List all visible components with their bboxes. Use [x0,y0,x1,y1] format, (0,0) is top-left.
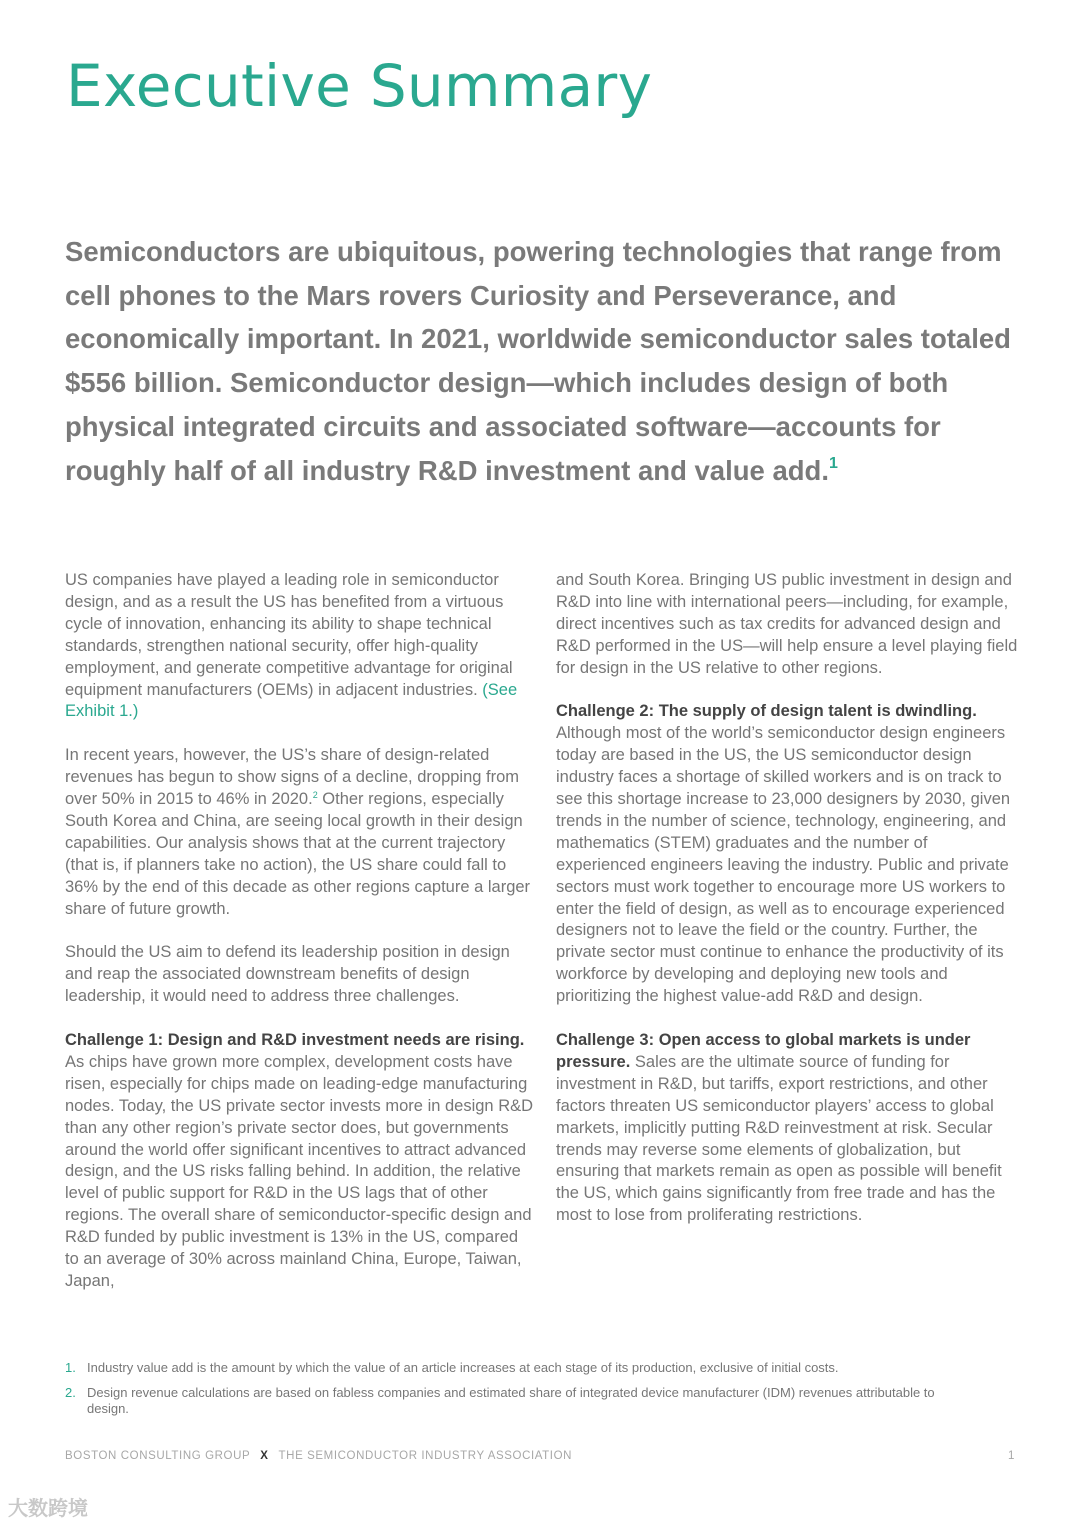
footer-separator: X [260,1450,269,1462]
exhibit-link[interactable]: (See Exhibit 1.) [65,680,518,721]
footer-org-right: THE SEMICONDUCTOR INDUSTRY ASSOCIATION [278,1450,573,1462]
challenge-2-heading: Challenge 2: The supply of design talent is dwindling. [556,702,977,721]
footnote-text: Industry value add is the amount by which the value of an article increases at each stage of its production, exclusive of initial costs. [87,1360,839,1375]
lede-text: Semiconductors are ubiquitous, powering technologies that range from cell phones to the Mars rovers Curiosity and Perseverance, and economically important. In 2021, worldwide semiconductor sales totaled $556 billion. Semiconductor design—which includes design of both physical integrated circuits and associated software—accounts for roughly half of all industry R&D investment and value add. [65,236,1011,486]
paragraph-continued: and South Korea. Bringing US public investment in design and R&D into line with international peers—including, for example, direct incentives such as tax credits for advanced design and R&D performed in the US—will help ensure a level playing field for design in the US relative to other regions. [556,571,1018,677]
paragraph-text: In recent years, however, the US’s share of design-related revenues has begun to show signs of a decline, dropping from over 50% in 2015 to 46% in 2020. [65,746,520,809]
right-column [556,570,1018,1249]
page-number: 1 [1008,1450,1015,1462]
footnote-ref-1[interactable]: 1 [829,454,838,472]
paragraph-decline [65,745,535,920]
page-footer [65,1450,1015,1462]
lede-paragraph [65,230,1025,492]
footnote-number: 2. [65,1385,76,1400]
challenge-1-heading: Challenge 1: Design and R&D investment needs are rising. [65,1030,525,1049]
paragraph-text: US companies have played a leading role in semiconductor design, and as a result the US has benefited from a virtuous cycle of innovation, enhancing its ability to shape technical standards, strengthen national security, offer high-quality employment, and generate competitive advantage for original equipment manufacturers (OEMs) in adjacent industries. [65,571,513,699]
footnotes [65,1360,965,1426]
page-title: Executive Summary [66,52,653,120]
challenge-2-text: Although most of the world’s semiconductor design engineers today are based in the US, the US semiconductor design industry faces a shortage of skilled workers and is on track to see this shortage increase to 23,000 designers by 2030, given trends in the number of science, technology, engineering, and mathematics (STEM) graduates and the number of experienced engineers leaving the industry. Public and private sectors must work together to encourage more US workers to enter the field of design, as well as to encourage experienced designers not to leave the field or the country. Further, the private sector must continue to enhance the productivity of its workforce by developing and deploying new tools and prioritizing the highest value-add R&D and design. [556,724,1011,1006]
challenge-3 [556,1030,1018,1227]
left-column [65,570,535,1315]
footnote-ref-2[interactable]: 2 [312,790,318,801]
paragraph-text: Other regions, especially South Korea and China, are seeing local growth in their design capabilities. Our analysis shows that at the current trajectory (that is, if planners take no action), the US share could fall to 36% by the end of this decade as other regions capture a larger share of future growth. [65,790,531,918]
challenge-2 [556,701,1018,1008]
footnote-1 [65,1360,965,1376]
footer-org-left: BOSTON CONSULTING GROUP [65,1450,251,1462]
challenge-3-heading: Challenge 3: Open access to global markets is under pressure. [556,1031,971,1071]
challenge-1-text: As chips have grown more complex, development costs have risen, especially for chips made on leading-edge manufacturing nodes. Today, the US private sector invests more in design R&D than any other region’s private sector does, but governments around the world offer significant incentives to attract advanced design, and the US risks falling behind. In addition, the relative level of public support for R&D in the US lags that of other regions. The overall share of semiconductor-specific design and R&D funded by public investment is 13% in the US, compared to an average of 30% across mainland China, Europe, Taiwan, Japan, [65,1052,534,1290]
challenge-1 [65,1030,535,1293]
footnote-number: 1. [65,1360,76,1375]
paragraph-challenges-intro: Should the US aim to defend its leadership position in design and reap the associated downstream benefits of design leadership, it would need to address three challenges. [65,943,510,1006]
watermark-logo: 大数跨境 [8,1496,88,1520]
challenge-3-text: Sales are the ultimate source of funding for investment in R&D, but tariffs, export restrictions, and other factors threaten US semiconductor players’ access to global markets, implicitly putting R&D reinvestment at risk. Secular trends may reverse some elements of globalization, but ensuring that markets remain as open as possible will benefit the US, which gains significantly from free trade and has the most to lose from proliferating restrictions. [556,1052,1002,1225]
footnote-text: Design revenue calculations are based on fabless companies and estimated share of integrated device manufacturer (IDM) revenues attributable to design. [87,1385,935,1416]
paragraph-intro [65,570,535,723]
footnote-2 [65,1385,965,1417]
